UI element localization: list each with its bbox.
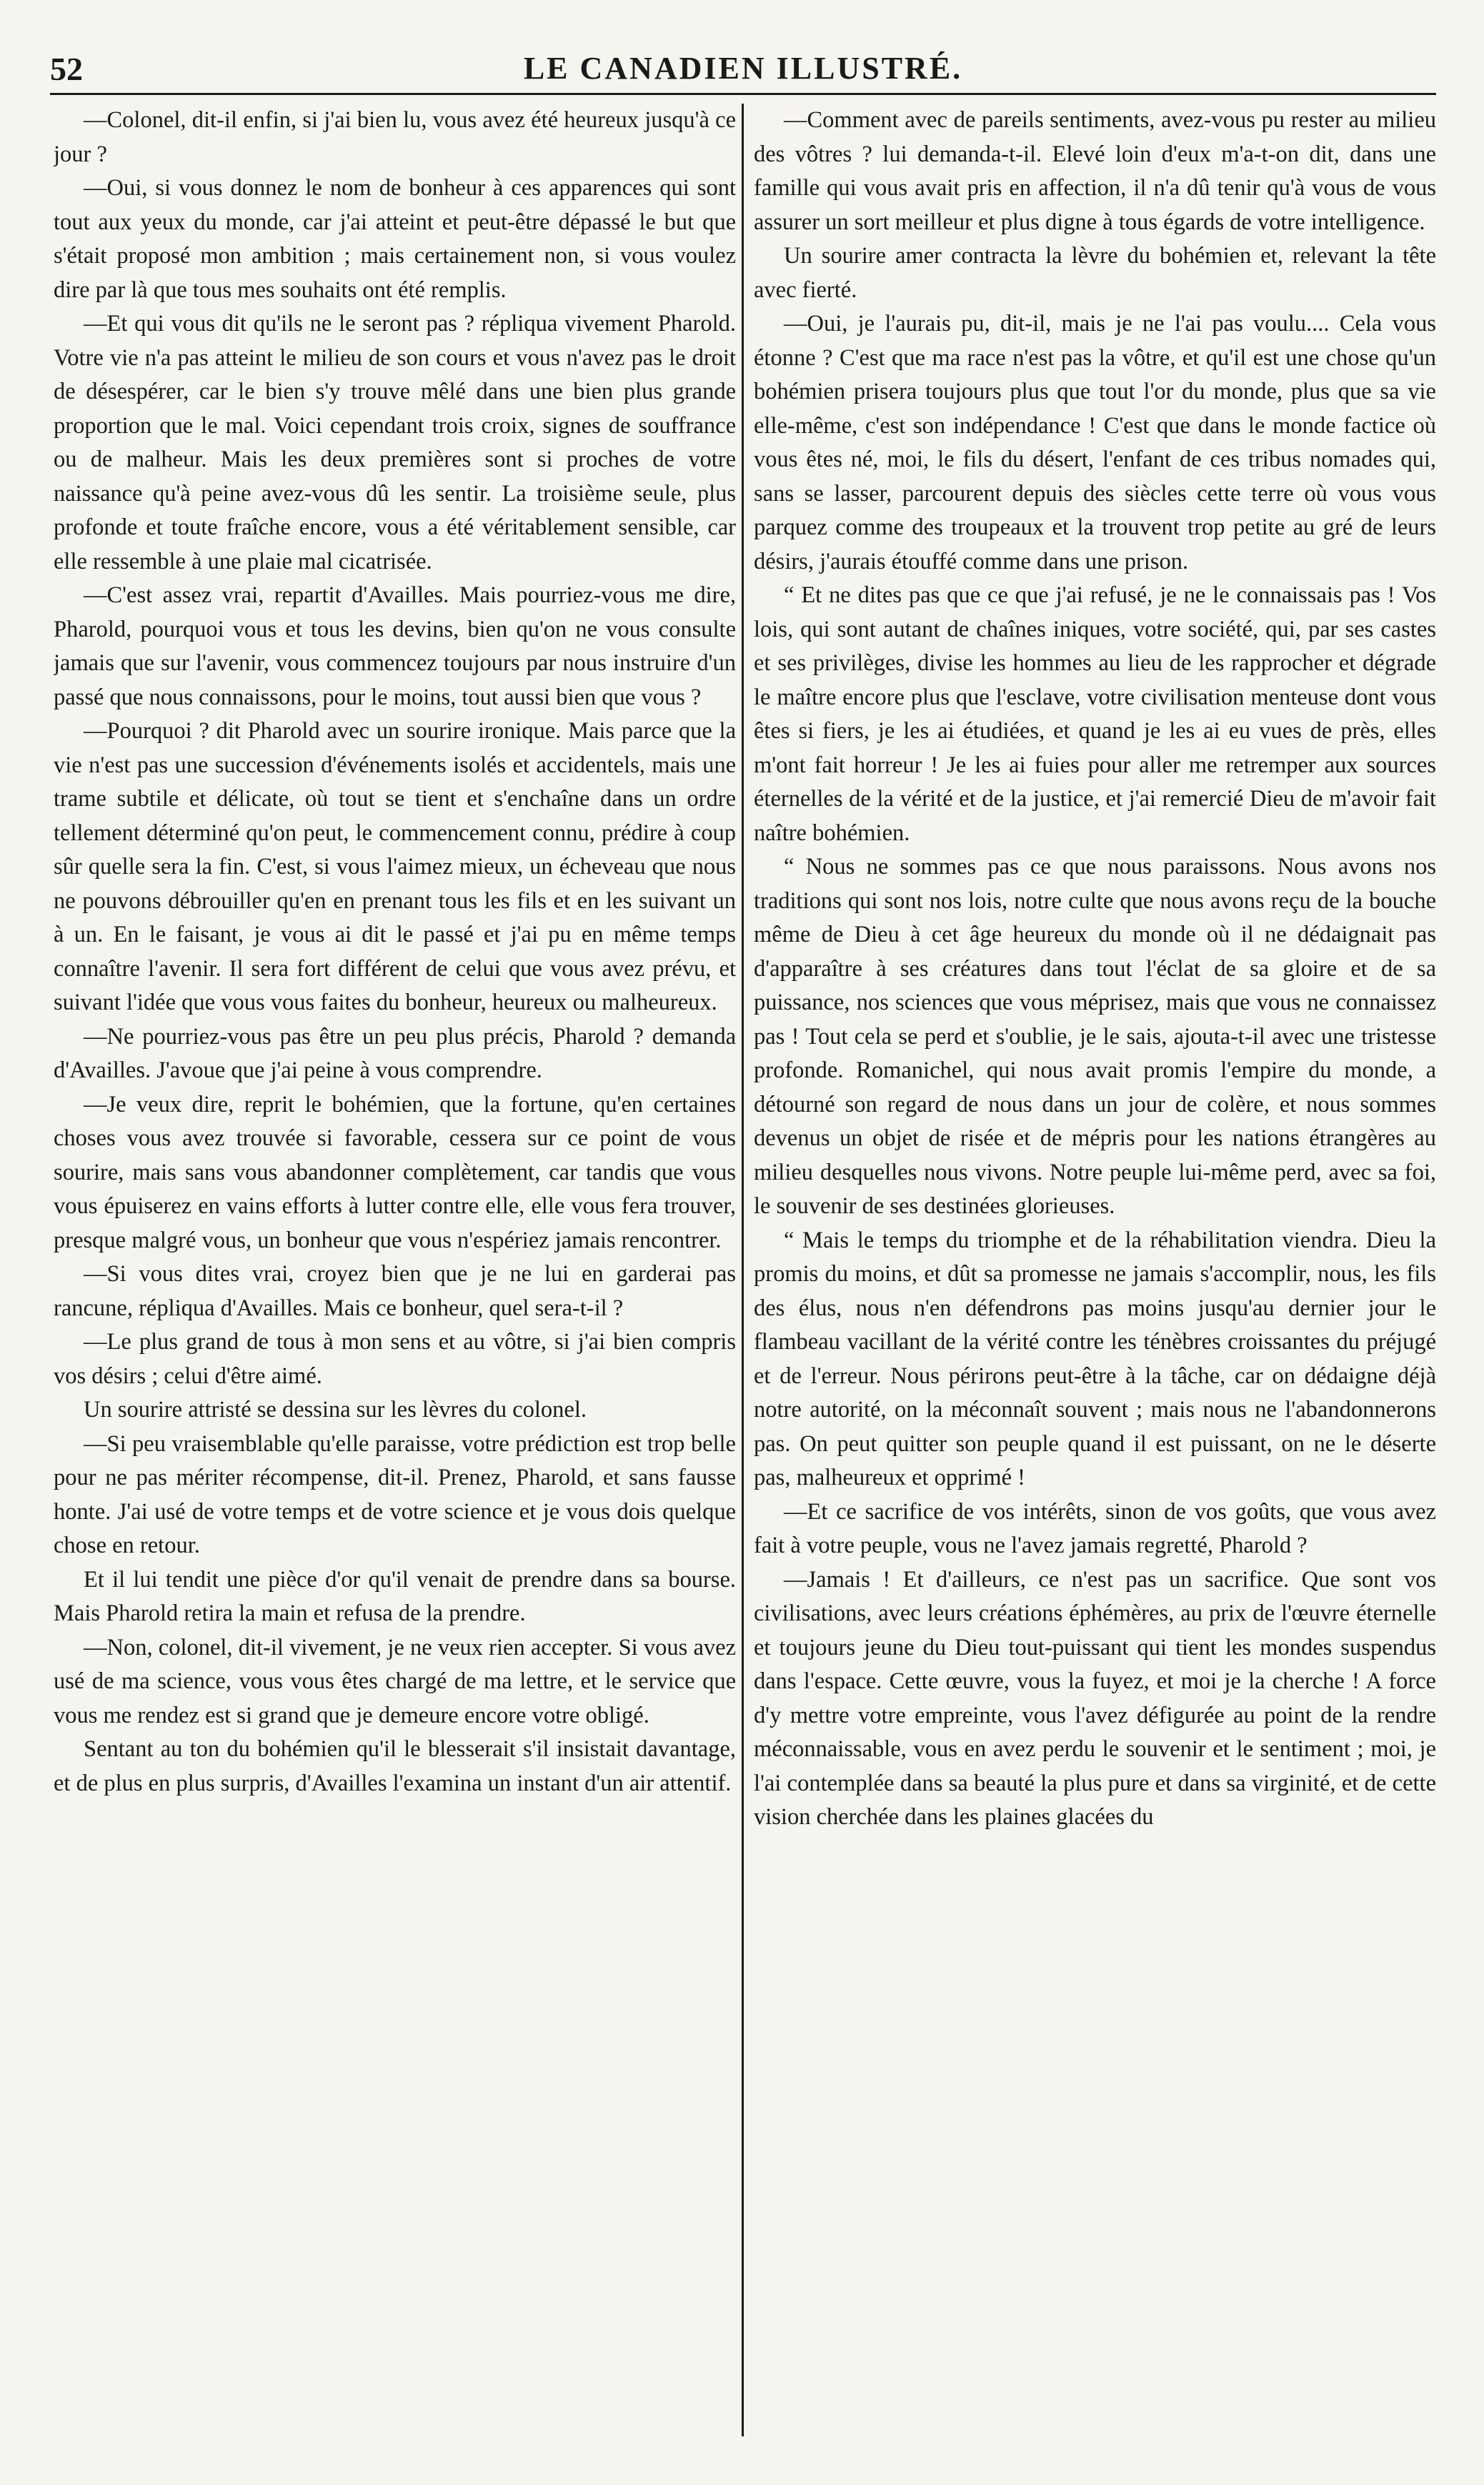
paragraph: “ Mais le temps du triomphe et de la réhabilitation viendra. Dieu la promis du moins, et dût sa promesse ne jamais s'accomplir, nous, les fils des élus, nous n'en défendrons pas moins jusqu'au dernier jour le flambeau vacillant de la vérité contre les ténèbres croissantes du préjugé et de l'erreur. Nous périrons peut-être à la tâche, car on dédaigne déjà notre autorité, on la méconnaît souvent ; mais nous ne l'abandonnerons pas. On peut quitter son peuple quand il est puissant, on ne le déserte pas, malheureux et opprimé !: [754, 1227, 1436, 1490]
page-number: 52: [50, 51, 83, 87]
paragraph: —Oui, si vous donnez le nom de bonheur à ces apparences qui sont tout aux yeux du monde, car j'ai atteint et peut-être dépassé le but que s'était proposé mon ambition ; mais certainement non, si vous voulez dire par là que tous mes souhaits ont été remplis.: [54, 175, 736, 303]
paragraph: “ Nous ne sommes pas ce que nous paraissons. Nous avons nos traditions qui sont nos lois, notre culte que nous avons reçu de la bouche même de Dieu à cet âge heureux du monde où il ne dédaignait pas d'apparaître à ses créatures dans tout l'éclat de sa gloire et de sa puissance, nos sciences que vous méprisez, mais que vous ne connaissez pas ! Tout cela se perd et s'oublie, je le sais, ajouta-t-il avec une tristesse profonde. Romanichel, qui nous avait promis l'empire du monde, a détourné son regard de nous dans un jour de colère, et nous sommes devenus un objet de risée et de mépris pour les nations étrangères au milieu desquelles nous vivons. Notre peuple lui-même perd, avec sa foi, le souvenir de ses destinées glorieuses.: [754, 854, 1436, 1219]
paragraph: —Oui, je l'aurais pu, dit-il, mais je ne l'ai pas voulu.... Cela vous étonne ? C'est que ma race n'est pas la vôtre, et qu'il est une chose qu'un bohémien prisera toujours plus que tout l'or du monde, plus que sa vie elle-même, c'est son indépendance ! C'est que dans le monde factice où vous êtes né, moi, le fils du désert, l'enfant de ces tribus nomades qui, sans se lasser, parcourent depuis des siècles cette terre où vous vous parquez comme des troupeaux et la trouvent trop petite au gré de leurs désirs, j'aurais étouffé comme dans une prison.: [754, 311, 1436, 574]
paragraph: Un sourire amer contracta la lèvre du bohémien et, relevant la tête avec fierté.: [754, 243, 1436, 303]
paragraph: —Ne pourriez-vous pas être un peu plus précis, Pharold ? demanda d'Availles. J'avoue que j'ai peine à vous comprendre.: [54, 1023, 736, 1083]
paragraph: —C'est assez vrai, repartit d'Availles. Mais pourriez-vous me dire, Pharold, pourquoi vous et tous les devins, bien qu'on ne vous consulte jamais que sur l'avenir, vous commencez toujours par nous instruire d'un passé que nous connaissons, pour le moins, tout aussi bien que vous ?: [54, 582, 736, 710]
paragraph: —Si peu vraisemblable qu'elle paraisse, votre prédiction est trop belle pour ne pas mériter récompense, dit-il. Prenez, Pharold, et sans fausse honte. J'ai usé de votre temps et de votre science et je vous dois quelque chose en retour.: [54, 1430, 736, 1558]
paragraph: —Comment avec de pareils sentiments, avez-vous pu rester au milieu des vôtres ? lui demanda-t-il. Elevé loin d'eux m'a-t-on dit, dans une famille qui vous avait pris en affection, il n'a dû tenir qu'à vous de vous assurer un sort meilleur et plus digne à tous égards de votre intelligence.: [754, 107, 1436, 235]
paragraph: —Non, colonel, dit-il vivement, je ne veux rien accepter. Si vous avez usé de ma science, vous vous êtes chargé de ma lettre, et le service que vous me rendez est si grand que je demeure encore votre obligé.: [54, 1634, 736, 1728]
paragraph: —Et ce sacrifice de vos intérêts, sinon de vos goûts, que vous avez fait à votre peuple, vous ne l'avez jamais regretté, Pharold ?: [754, 1498, 1436, 1558]
paragraph: “ Et ne dites pas que ce que j'ai refusé, je ne le connaissais pas ! Vos lois, qui sont autant de chaînes iniques, votre société, qui, par ses castes et ses privilèges, divise les hommes au lieu de les rapprocher et dégrade le maître encore plus que l'esclave, votre civilisation menteuse dont vous êtes si fiers, je les ai étudiées, et quand je les ai eu vues de près, elles m'ont fait horreur ! Je les ai fuies pour aller me retremper aux sources éternelles de la vérité et de la justice, et j'ai remercié Dieu de m'avoir fait naître bohémien.: [754, 582, 1436, 846]
paragraph: —Le plus grand de tous à mon sens et au vôtre, si j'ai bien compris vos désirs ; celui d'être aimé.: [54, 1329, 736, 1389]
left-column: [54, 104, 736, 2433]
paragraph: —Si vous dites vrai, croyez bien que je ne lui en garderai pas rancune, répliqua d'Availles. Mais ce bonheur, quel sera-t-il ?: [54, 1261, 736, 1321]
column-divider: [742, 104, 744, 2436]
paragraph: Et il lui tendit une pièce d'or qu'il venait de prendre dans sa bourse. Mais Pharold retira la main et refusa de la prendre.: [54, 1566, 736, 1626]
paragraph: —Pourquoi ? dit Pharold avec un sourire ironique. Mais parce que la vie n'est pas une succession d'événements isolés et accidentels, mais une trame subtile et délicate, où tout se tient et s'enchaîne dans un ordre tellement déterminé qu'on peut, le commencement connu, prédire à coup sûr quelle sera la fin. C'est, si vous l'aimez mieux, un écheveau que nous ne pouvons débrouiller qu'en en prenant tous les fils et en les suivant un à un. En le faisant, je vous ai dit le passé et j'ai pu en même temps connaître l'avenir. Il sera fort différent de celui que vous avez prévu, et suivant l'idée que vous vous faites du bonheur, heureux ou malheureux.: [54, 718, 736, 1015]
paragraph: —Colonel, dit-il enfin, si j'ai bien lu, vous avez été heureux jusqu'à ce jour ?: [54, 107, 736, 167]
page-header: [50, 50, 1436, 95]
paragraph: —Jamais ! Et d'ailleurs, ce n'est pas un sacrifice. Que sont vos civilisations, avec leurs créations éphémères, au prix de l'œuvre éternelle et toujours jeune du Dieu tout-puissant qui tient les mondes suspendus dans l'espace. Cette œuvre, vous la fuyez, et moi je la cherche ! A force d'y mettre votre empreinte, vous l'avez défigurée au point de la rendre méconnaissable, vous en avez perdu le souvenir et le sentiment ; moi, je l'ai contemplée dans sa beauté la plus pure et dans sa virginité, et de cette vision cherchée dans les plaines glacées du: [754, 1566, 1436, 1830]
paragraph: —Je veux dire, reprit le bohémien, que la fortune, qu'en certaines choses vous avez trouvée si favorable, cessera sur ce point de vous sourire, mais sans vous abandonner complètement, car tandis que vous vous épuiserez en vains efforts à lutter contre elle, elle vous fera trouver, presque malgré vous, un bonheur que vous n'espériez jamais rencontrer.: [54, 1091, 736, 1253]
paragraph: Un sourire attristé se dessina sur les lèvres du colonel.: [84, 1397, 587, 1423]
right-column: [754, 104, 1436, 2433]
paragraph: Sentant au ton du bohémien qu'il le blesserait s'il insistait davantage, et de plus en plus surpris, d'Availles l'examina un instant d'un air attentif.: [54, 1736, 736, 1796]
journal-title: LE CANADIEN ILLUSTRÉ.: [523, 51, 963, 86]
paragraph: —Et qui vous dit qu'ils ne le seront pas ? répliqua vivement Pharold. Votre vie n'a pas atteint le milieu de son cours et vous n'avez pas le droit de désespérer, car le bien s'y trouve mêlé dans une bien plus grande proportion que le mal. Voici cependant trois croix, signes de souffrance ou de malheur. Mais les deux premières sont si proches de votre naissance qu'à peine avez-vous dû les sentir. La troisième seule, plus profonde et toute fraîche encore, vous a été véritablement sensible, car elle ressemble à une plaie mal cicatrisée.: [54, 311, 736, 574]
